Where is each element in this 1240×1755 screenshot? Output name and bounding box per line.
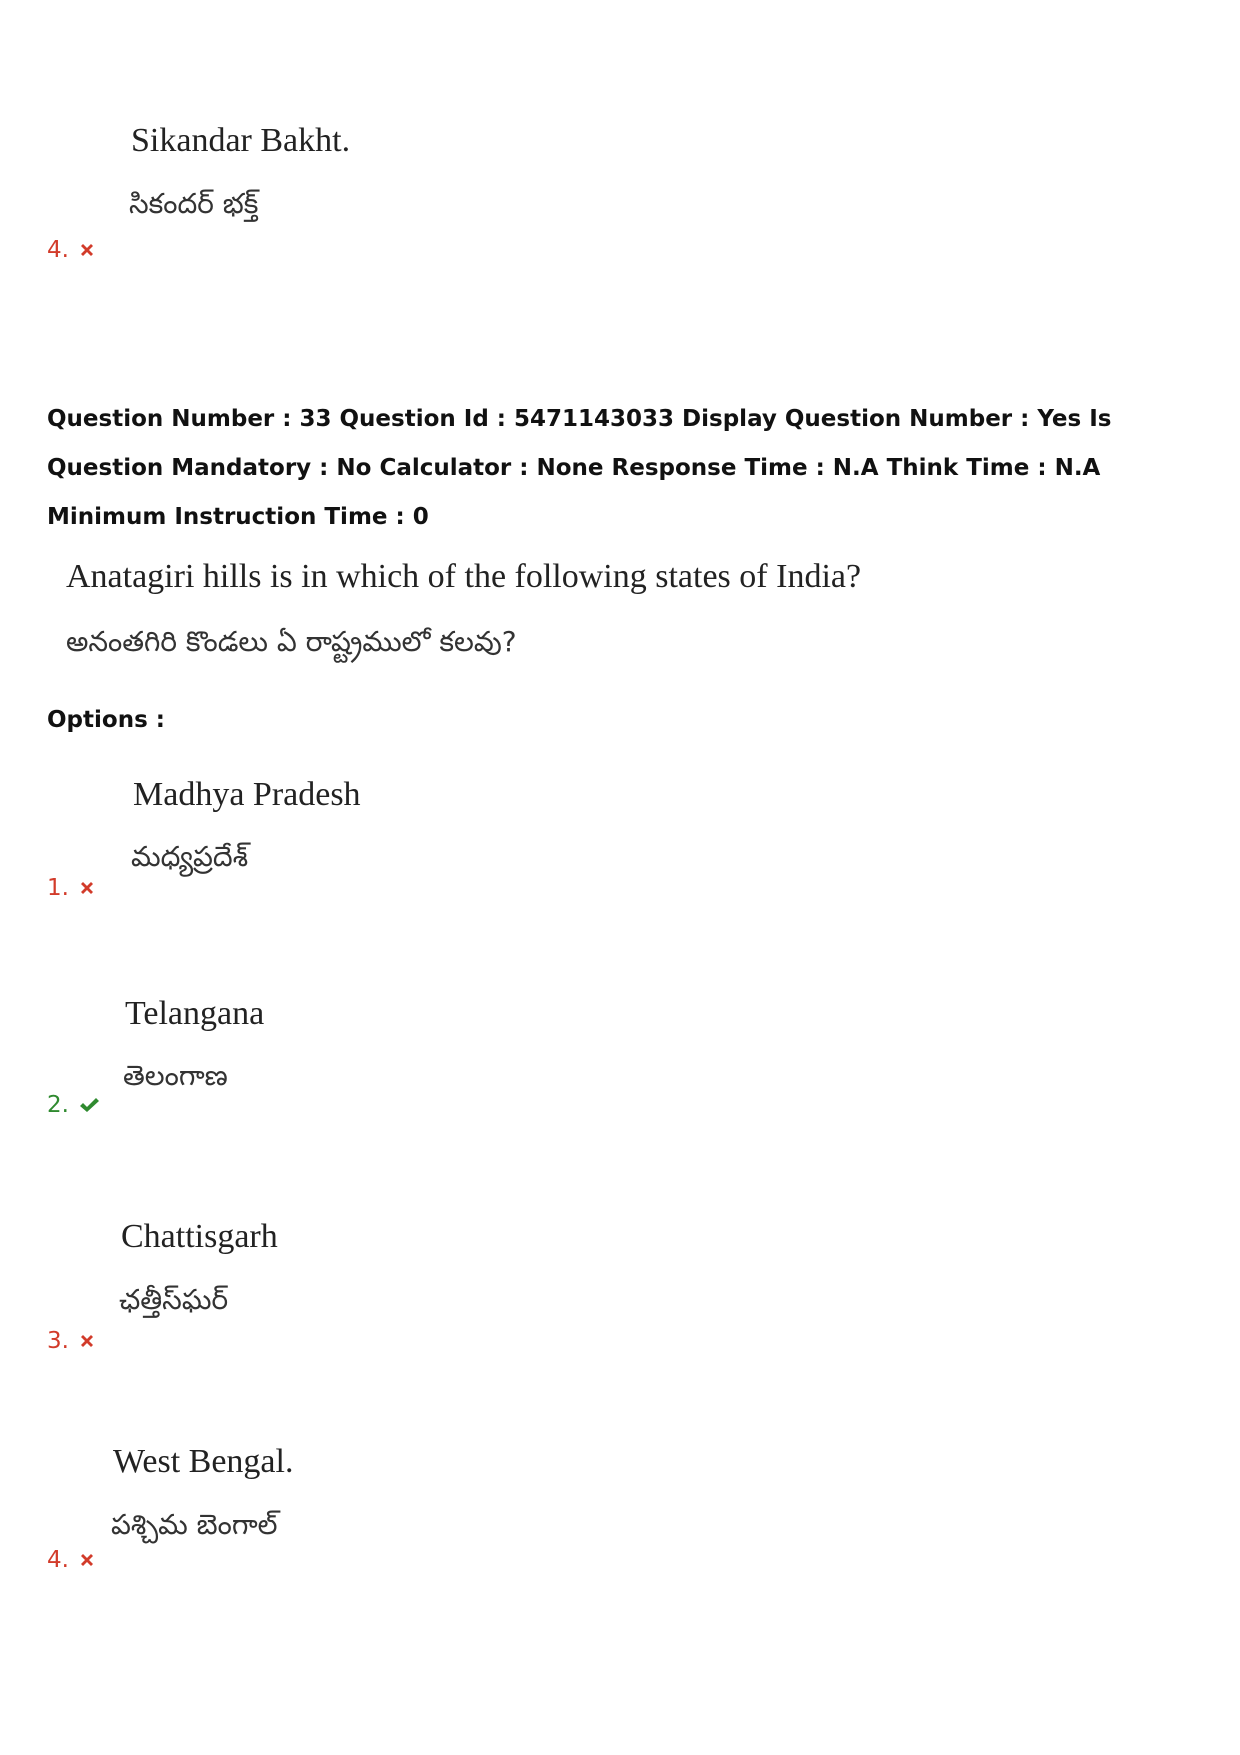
question-telugu-text: అనంతగిరి కొండలు ఏ రాష్ట్రములో కలవు? bbox=[66, 625, 517, 658]
cross-icon bbox=[78, 241, 96, 259]
cross-icon bbox=[78, 1332, 96, 1350]
option-marker bbox=[47, 1328, 96, 1354]
option-english-text: Telangana bbox=[125, 995, 265, 1032]
question-english-text: Anatagiri hills is in which of the following states of India? bbox=[66, 558, 862, 595]
option-marker bbox=[47, 1092, 100, 1118]
cross-icon bbox=[78, 879, 96, 897]
check-icon bbox=[78, 1096, 100, 1114]
option-telugu-text: ఛత్తీస్‌ఘర్ bbox=[119, 1283, 229, 1316]
question-meta: Question Number : 33 Question Id : 5471143033 Display Question Number : Yes Is Question Mandatory : No Calculator : None Response Time : N.A Think Time : N.A Minimum Instruction Time : 0 bbox=[47, 406, 1112, 530]
option-marker bbox=[47, 875, 96, 901]
option-marker bbox=[47, 237, 96, 263]
option-number: 1. bbox=[47, 875, 69, 901]
option-number: 4. bbox=[47, 237, 69, 263]
option-english-text: Sikandar Bakht. bbox=[131, 122, 351, 159]
option-marker bbox=[47, 1547, 96, 1573]
option-telugu-text: తెలంగాణ bbox=[123, 1059, 228, 1092]
cross-icon bbox=[78, 1551, 96, 1569]
options-label: Options : bbox=[47, 707, 165, 733]
option-english-text: Madhya Pradesh bbox=[133, 776, 361, 813]
option-telugu-text: మధ్యప్రదేశ్ bbox=[131, 840, 249, 873]
option-english-text: West Bengal. bbox=[113, 1443, 294, 1480]
option-telugu-text: సికందర్ భక్త్ bbox=[129, 187, 259, 220]
option-number: 2. bbox=[47, 1092, 69, 1118]
option-number: 4. bbox=[47, 1547, 69, 1573]
option-telugu-text: పశ్చిమ బెంగాల్ bbox=[111, 1508, 278, 1541]
option-number: 3. bbox=[47, 1328, 69, 1354]
option-english-text: Chattisgarh bbox=[121, 1218, 278, 1255]
